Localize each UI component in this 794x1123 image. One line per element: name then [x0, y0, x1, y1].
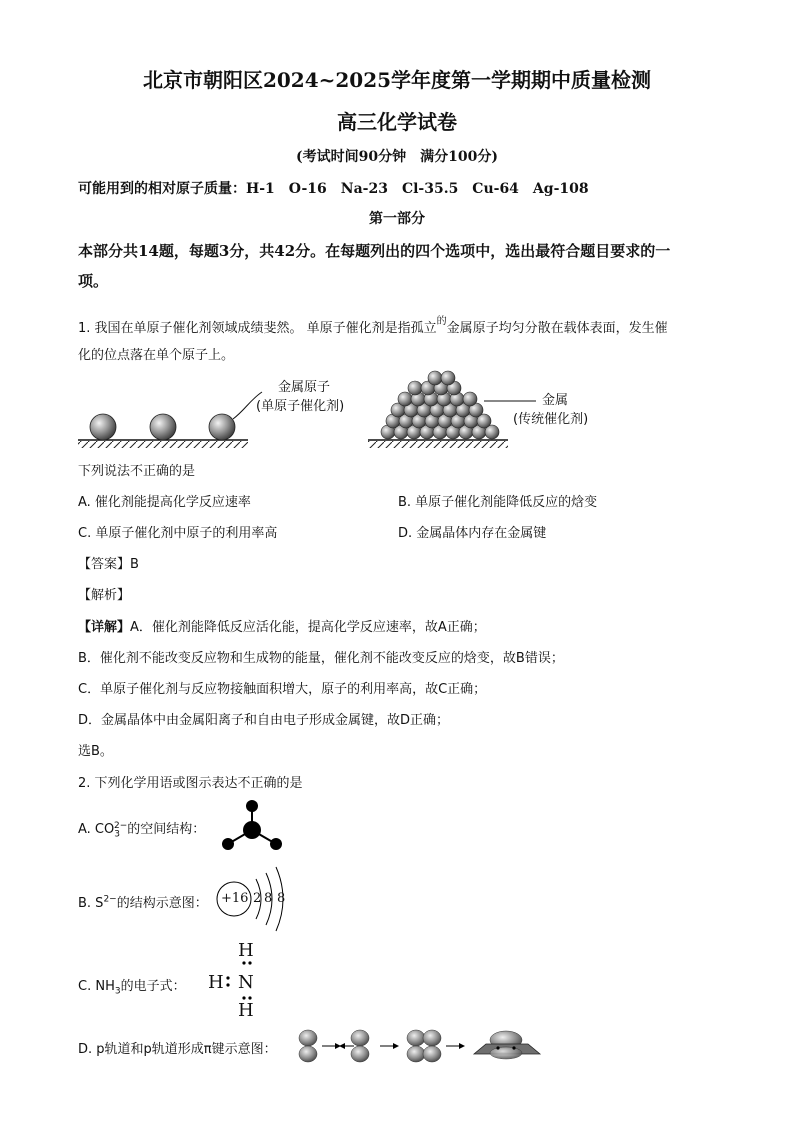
single-atom-catalyst-figure [0, 370, 794, 460]
part-instructions-line1: 本部分共14题，每题3分，共42分。在每题列出的四个选项中，选出最符合题目要求的一 [78, 242, 671, 260]
exam-title: 北京市朝阳区2024~2025学年度第一学期期中质量检测 [142, 68, 652, 92]
q2-option-d: D. p轨道和p轨道形成π键示意图： [78, 1042, 277, 1057]
exam-subtitle: 高三化学试卷 [337, 110, 457, 134]
q1-detail-a-text: A．催化剂能降低反应活化能，提高化学反应速率，故A正确； [130, 620, 486, 635]
q2-option-b [78, 892, 208, 911]
q2-stem: 2. 下列化学用语或图示表达不正确的是 [78, 776, 303, 791]
sulfide-shell-2: 8 [264, 891, 273, 906]
q1-detail-label: 【详解】 [78, 620, 131, 635]
sulfide-shell-1: 2 [253, 891, 262, 906]
q1-conclusion: 选B。 [78, 744, 113, 759]
ammonia-h-bottom: H [238, 1000, 254, 1021]
q1-answer: 【答案】B [78, 557, 139, 572]
q1-option-a: A. 催化剂能提高化学反应速率 [78, 495, 251, 510]
q1-detail-a [78, 616, 486, 635]
q1-detail-b: B．催化剂不能改变反应物和生成物的能量，催化剂不能改变反应的焓变，故B错误； [78, 651, 564, 666]
metal-atom-3 [209, 414, 235, 440]
q2-b-sup: 2− [103, 894, 117, 905]
q1-stem-line2: 化的位点落在单个原子上。 [78, 348, 235, 363]
q2-a-sup: 2− [113, 820, 128, 831]
q2-c-sub: 3 [114, 986, 121, 997]
sulfide-shell-3: 8 [277, 891, 286, 906]
fig-label-traditional-catalyst: (传统催化剂) [513, 412, 589, 427]
fig-label-metal-atom: 金属原子 [278, 380, 331, 395]
q1-option-b: B. 单原子催化剂能降低反应的焓变 [398, 495, 598, 510]
metal-atom-1 [90, 414, 116, 440]
metal-atom-2 [150, 414, 176, 440]
q1-option-c: C. 单原子催化剂中原子的利用率高 [78, 526, 278, 541]
fig-label-single-atom-catalyst: (单原子催化剂) [256, 399, 345, 414]
part-heading: 第一部分 [369, 211, 425, 227]
q2-a-prefix: A. CO [78, 822, 115, 837]
q2-a-sub: 3 [114, 829, 120, 840]
q2-c-prefix: C. NH [78, 979, 115, 994]
pi-bond-diagram [294, 1026, 554, 1066]
q2-c-suffix: 的电子式： [120, 979, 186, 994]
q1-stem-a: 1. 我国在单原子催化剂领域成绩斐然。 单原子催化剂是指孤立 [78, 321, 437, 336]
q1-stem-line1 [78, 312, 668, 336]
part-instructions-line2: 项。 [78, 272, 109, 290]
exam-info: (考试时间90分钟 满分100分) [296, 149, 498, 165]
ammonia-n: N [238, 972, 254, 993]
fig-label-metal: 金属 [542, 393, 569, 408]
q1-question: 下列说法不正确的是 [78, 464, 196, 479]
metal-bulk-pile [381, 371, 499, 439]
carbonate-structure-figure [218, 800, 288, 860]
sulfide-nucleus-charge: +16 [221, 891, 249, 906]
q1-detail-c: C．单原子催化剂与反应物接触面积增大，原子的利用率高，故C正确； [78, 682, 487, 697]
ammonia-h-top: H [238, 940, 254, 961]
q2-b-prefix: B. S [78, 896, 104, 911]
q1-detail-d: D．金属晶体中由金属阳离子和自由电子形成金属键，故D正确； [78, 713, 450, 728]
ammonia-h-left: H [208, 972, 224, 993]
ammonia-electron-dots [222, 958, 262, 1028]
q1-stem-mark: 的 [436, 316, 447, 327]
q2-option-c [78, 975, 186, 997]
q1-stem-b: 金属原子均匀分散在载体表面，发生催 [446, 321, 668, 336]
q2-b-suffix: 的结构示意图： [116, 896, 208, 911]
q1-analysis-label: 【解析】 [78, 588, 131, 603]
q2-a-suffix: 的空间结构： [127, 822, 206, 837]
q1-option-d: D. 金属晶体内存在金属键 [398, 526, 547, 541]
atomic-masses: 可能用到的相对原子质量：H-1 O-16 Na-23 Cl-35.5 Cu-64 Ag-108 [78, 181, 589, 197]
q2-option-a [78, 818, 205, 840]
